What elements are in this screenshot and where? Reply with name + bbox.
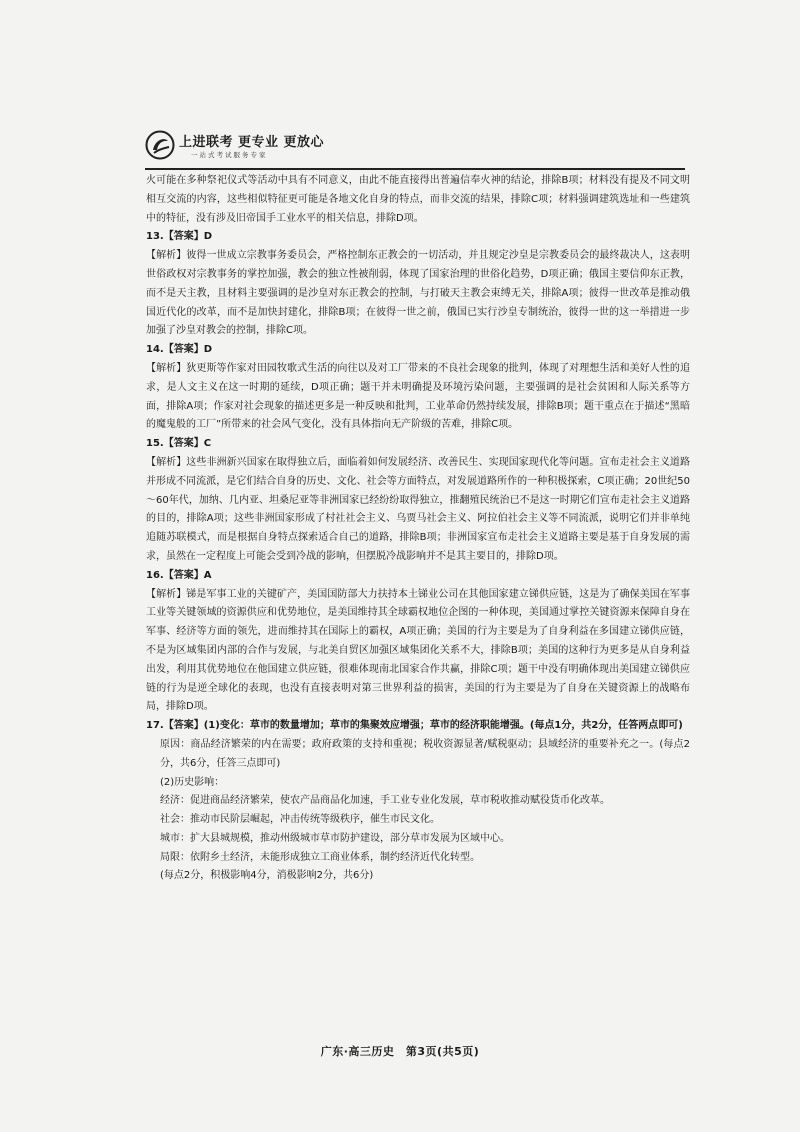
page-header [145,128,545,168]
answer-paragraph: 【解析】狄更斯等作家对田园牧歌式生活的向往以及对工厂带来的不良社会现象的批判，体现了对理想生活和美好人性的追求，是人文主义在这一时期的延续，D项正确；题干并未明确提及环境污染问题，主要强调的是社会贫困和人际关系等方面，排除A项；作家对社会现象的描述更多是一种反映和批判，工业革命仍然持续发展，排除B项；题干重点在于描述“黑暗的魔鬼般的工厂”所带来的社会风气变化，没有具体指向无产阶级的苦难，排除C项。 [146,362,690,431]
answer-paragraph: 城市：扩大县城规模，推动州级城市草市防护建设，部分草市发展为区域中心。 [160,832,510,844]
header-divider [145,168,685,170]
answer-paragraph: 经济：促进商品经济繁荣，使农产品商品化加速，手工业专业化发展，草市税收推动赋役货币化改革。 [160,795,610,807]
answer-heading: 15.【答案】C [146,438,212,450]
brand-subtitle: 一站式考试服务专家 [191,151,268,159]
answer-paragraph: 社会：推动市民阶层崛起，冲击传统等级秩序，催生市民文化。 [160,814,440,826]
answer-paragraph: 火可能在多种祭祀仪式等活动中具有不同意义，由此不能直接得出普遍信奉火神的结论，排除B项；材料没有提及不同文明相互交流的内容，这些相似特征更可能是各地文化自身的特点，而非交流的结果，排除C项；材料强调建筑选址和一些建筑中的特征，没有涉及旧帝国手工业水平的相关信息，排除D项。 [146,175,690,224]
answer-heading: 14.【答案】D [146,344,213,356]
answer-heading: 17.【答案】(1)变化：草市的数量增加；草市的集聚效应增强；草市的经济职能增强。(每点1分，共2分，任答两点即可) [146,720,683,732]
answer-paragraph: (2)历史影响： [160,776,225,788]
answer-paragraph: 局限：依附乡土经济，未能形成独立工商业体系，制约经济近代化转型。 [160,851,480,863]
answer-paragraph: 【解析】这些非洲新兴国家在取得独立后，面临着如何发展经济、改善民生、实现国家现代化等问题。宣布走社会主义道路并形成不同流派，是它们结合自身的历史、文化、社会等方面特点，对发展道路所作的一种积极探索，C项正确；20世纪50～60年代，加纳、几内亚、坦桑尼亚等非洲国家已经纷纷取得独立，推翻殖民统治已不是这一时期它们宣布走社会主义道路的目的，排除A项；这些非洲国家形成了村社社会主义、乌贾马社会主义、阿拉伯社会主义等不同流派，说明它们并非单纯追随苏联模式，而是根据自身特点探索适合自己的道路，排除B项；非洲国家宣布走社会主义道路主要是基于自身发展的需求，虽然在一定程度上可能会受到冷战的影响，但摆脱冷战影响并不是其主要目的，排除D项。 [146,456,690,562]
answer-paragraph: (每点2分，积极影响4分，消极影响2分，共6分) [160,870,374,882]
answer-content [146,172,690,886]
answer-paragraph: 【解析】彼得一世成立宗教事务委员会，严格控制东正教会的一切活动，并且规定沙皇是宗教委员会的最终裁决人，这表明世俗政权对宗教事务的掌控加强，教会的独立性被削弱，体现了国家治理的世俗化趋势，D项正确；俄国主要信仰东正教，而不是天主教，且材料主要强调的是沙皇对东正教会的控制，与打破天主教会束缚无关，排除A项；彼得一世改革是推动俄国近代化的改革，而不是加快封建化，排除B项；在彼得一世之前，俄国已实行沙皇专制统治，彼得一世的这一举措进一步加强了沙皇对教会的控制，排除C项。 [146,250,690,337]
answer-heading: 13.【答案】D [146,231,213,243]
answer-paragraph: 原因：商品经济繁荣的内在需要；政府政策的支持和重视；税收资源显著/赋税驱动；县域经济的重要补充之一。(每点2分，共6分，任答三点即可) [160,738,690,769]
answer-paragraph: 【解析】锑是军事工业的关键矿产，美国国防部大力扶持本土锑业公司在其他国家建立锑供应链，这是为了确保美国在军事工业等关键领域的资源供应和优势地位，是美国维持其全球霸权地位企图的一种体现，美国通过掌控关键资源来保障自身在军事、经济等方面的领先，进而维持其在国际上的霸权，A项正确；美国的行为主要是为了自身利益在多国建立锑供应链，不是为区域集团内部的合作与发展，与北美自贸区加强区域集团化关系不大，排除B项；美国的这种行为更多是从自身利益出发，利用其优势地位在他国建立供应链，很难体现南北国家合作共赢，排除C项；题干中没有明确体现出美国建立锑供应链的行为是逆全球化的表现，也没有直接表明对第三世界利益的损害，美国的行为主要是为了自身在关键资源上的战略布局，排除D项。 [146,588,690,713]
brand-slogan: 上进联考 更专业 更放心 [179,135,325,150]
answer-heading: 16.【答案】A [146,569,212,581]
brand-logo-icon [145,130,175,160]
page-footer: 广东·高三历史 第3页(共5页) [320,1045,480,1058]
